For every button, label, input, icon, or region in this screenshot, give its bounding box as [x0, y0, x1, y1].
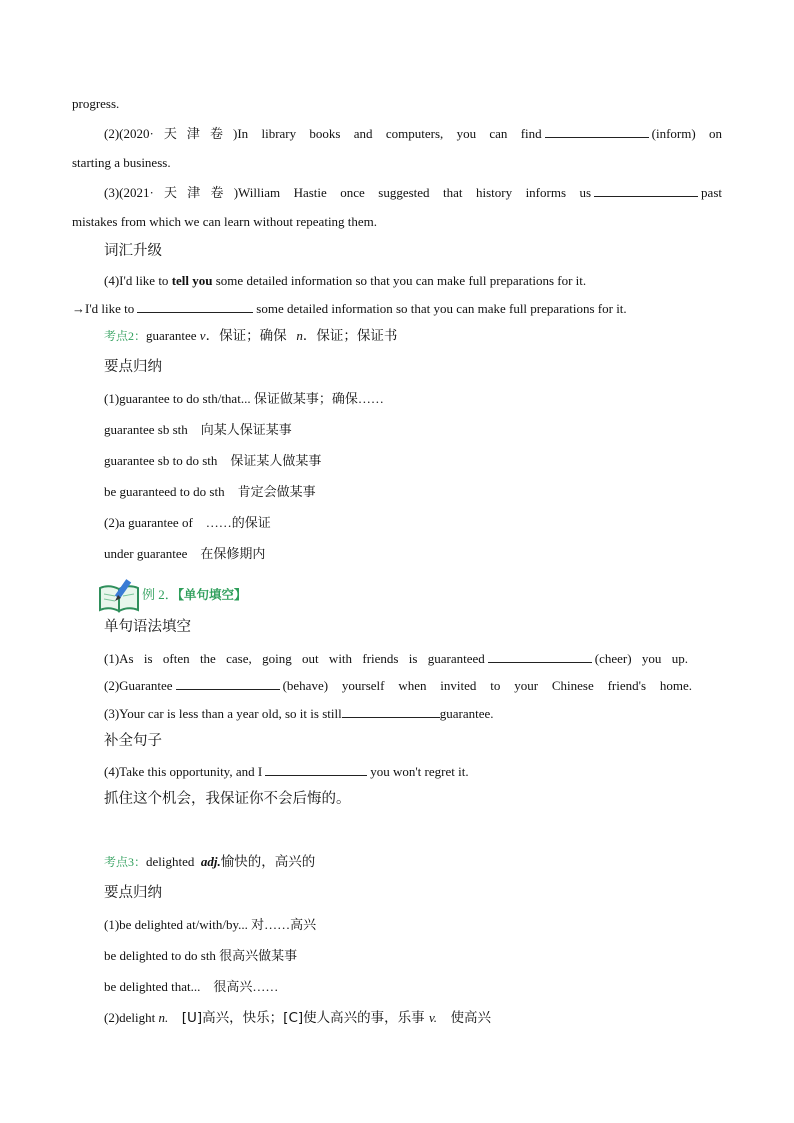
- text-line: starting a business.: [72, 155, 171, 170]
- key-point-2-title: 考点2：guarantee v．保证；确保 n．保证；保证书: [104, 328, 398, 344]
- section-heading: 补全句子: [104, 733, 162, 749]
- answer-blank[interactable]: [342, 704, 440, 718]
- text-line: progress.: [72, 96, 120, 111]
- question-2: (2)(2020·天津卷)In library books and computers, you can find (inform) on: [104, 126, 722, 141]
- exercise-2: (2)Guarantee (behave) yourself when invited to your Chinese friend's home.: [104, 678, 692, 693]
- section-heading: 要点归纳: [104, 885, 162, 901]
- question-4-rewrite: →I'd like to some detailed information so that you can make full preparations for it.: [72, 301, 627, 316]
- answer-blank[interactable]: [594, 183, 698, 197]
- answer-blank[interactable]: [137, 299, 253, 313]
- list-item: be delighted to do sth 很高兴做某事: [104, 948, 298, 963]
- question-4: (4)I'd like to tell you some detailed information so that you can make full preparations for it.: [104, 273, 587, 288]
- list-item: (2)delight n. [U]高兴，快乐；[C]使人高兴的事，乐事 v. 使高兴: [104, 1010, 491, 1026]
- list-item: be guaranteed to do sth 肯定会做某事: [104, 484, 316, 499]
- answer-blank[interactable]: [265, 762, 367, 776]
- question-3: (3)(2021·天津卷)William Hastie once suggested that history informs us past: [104, 185, 722, 200]
- section-heading: 词汇升级: [104, 243, 162, 259]
- list-item: under guarantee 在保修期内: [104, 546, 266, 561]
- key-point-3-title: 考点3：delighted adj.愉快的，高兴的: [104, 854, 316, 870]
- list-item: (1)guarantee to do sth/that... 保证做某事；确保……: [104, 391, 384, 406]
- list-item: (1)be delighted at/with/by... 对……高兴: [104, 917, 317, 932]
- answer-blank[interactable]: [488, 649, 592, 663]
- section-heading: 要点归纳: [104, 359, 162, 375]
- example-2-title: 例 2．【单句填空】: [142, 587, 247, 602]
- exercise-1: (1)As is often the case, going out with friends is guaranteed (cheer) you up.: [104, 651, 688, 666]
- text-line: mistakes from which we can learn without repeating them.: [72, 214, 378, 229]
- list-item: guarantee sb to do sth 保证某人做某事: [104, 453, 322, 468]
- list-item: guarantee sb sth 向某人保证某事: [104, 422, 292, 437]
- answer-blank[interactable]: [545, 124, 649, 138]
- list-item: be delighted that... 很高兴……: [104, 979, 279, 994]
- answer-blank[interactable]: [176, 676, 280, 690]
- list-item: (2)a guarantee of ……的保证: [104, 515, 271, 530]
- book-pencil-icon: [97, 578, 141, 614]
- exercise-4: (4)Take this opportunity, and I you won't regret it.: [104, 764, 469, 779]
- translation: 抓住这个机会，我保证你不会后悔的。: [104, 791, 351, 807]
- exercise-3: (3)Your car is less than a year old, so it is still guarantee.: [104, 706, 494, 721]
- section-heading: 单句语法填空: [104, 619, 191, 635]
